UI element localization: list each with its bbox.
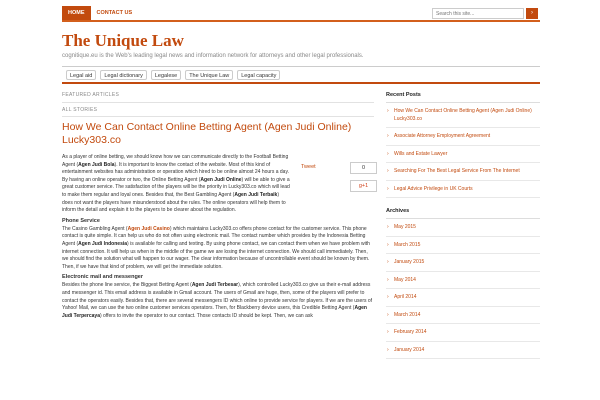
top-nav-home[interactable]: HOME [62, 6, 91, 20]
text-run: As a player of online betting, we should know how we can communicate directly to the Football Betting Agent ( [62, 154, 289, 168]
archive-link[interactable]: January 2015 [394, 259, 425, 265]
text-run: ) does not want the players have misunderstood about the rules. The online operators will help them to inform the detail and explain it to the players to be clearer about the regulation. [62, 191, 286, 214]
bullet-icon: › [387, 150, 389, 157]
bold-term: Agen Judi Terpercaya [62, 305, 367, 319]
bullet-icon: › [387, 133, 389, 139]
nav-item-legal-dictionary[interactable]: Legal dictionary [100, 70, 147, 80]
archives-title: Archives [386, 208, 540, 219]
bullet-icon: › [387, 311, 389, 318]
tweet-count: 0 [350, 162, 377, 174]
archive-item[interactable] [386, 272, 540, 290]
main-navigation [62, 66, 540, 84]
archive-link[interactable]: May 2014 [394, 276, 416, 283]
nav-item-the-unique-law[interactable]: The Unique Law [185, 70, 233, 80]
sidebar [386, 92, 540, 359]
bold-term: Agen Judi Terbesar [191, 282, 239, 289]
bold-term: Agen Judi Terbaik [234, 191, 278, 198]
site-title[interactable]: The Unique Law [62, 31, 184, 50]
link-agen-judi-casino[interactable]: Agen Judi Casino [127, 225, 170, 232]
recent-post-item[interactable] [386, 128, 540, 146]
nav-item-legalese[interactable]: Legalese [151, 70, 181, 80]
bullet-icon: › [387, 224, 389, 230]
divider [62, 116, 374, 117]
text-run: ) is available for calling and texting. By using phone contact, we can contact them when we have problem with internet connection. It will help us when in the middle of the game we are losing the internet connection. We should call immediately. Then, we should find the solution what will happen to our wager. The clear information because of uncontrollable event should be known by them. Then, if we have that kind of problem, we will get the immediate solution. [62, 240, 370, 270]
text-run: ), which controlled Lucky303.co give us their e-mail address and messenger id. This email address is available in Gmail account. The users of Gmail are huge, then, some of the players will prefer to contact the operators easily. Besides that, there are several messengers ID which online to provide service for players. If we are the users of Yahoo! Mail, we can use the two online customer services operators. Then, for Blackberry device users, this Credible Betting Agent ( [62, 282, 373, 312]
recent-posts-title: Recent Posts [386, 92, 540, 103]
recent-post-item[interactable] [386, 146, 540, 164]
archive-item[interactable] [386, 219, 540, 237]
recent-post-item[interactable] [386, 103, 540, 128]
text-run: Besides the phone line service, the Biggest Betting Agent ( [62, 282, 192, 289]
archive-link[interactable]: January 2014 [394, 346, 425, 353]
main-content [62, 92, 374, 320]
divider [62, 102, 374, 103]
recent-post-item[interactable] [386, 163, 540, 181]
phone-paragraph [62, 226, 374, 272]
bullet-icon: › [387, 346, 389, 353]
bold-term: Agen Judi Indonesia [78, 240, 128, 247]
bullet-icon: › [387, 241, 389, 248]
top-bar [62, 6, 540, 22]
bullet-icon: › [387, 259, 389, 265]
bullet-icon: › [387, 276, 389, 283]
text-run: ). It is important to know the contact of the website. Most of this kind of entertainment websites has administration or operation which hired to be online almost 24 hours a day. By having an online operator or two, the Online Betting Agent ( [62, 161, 289, 183]
featured-articles-label: FEATURED ARTICLES [62, 92, 120, 98]
post-title[interactable]: How We Can Contact Online Betting Agent (Agen Judi Online) Lucky303.co [62, 121, 352, 146]
search-button[interactable]: › [526, 8, 538, 19]
share-box [301, 160, 381, 200]
bold-term: Agen Judi Bola [78, 161, 115, 168]
archive-link[interactable]: March 2015 [394, 241, 421, 248]
search-input[interactable] [432, 8, 524, 19]
archive-link[interactable]: February 2014 [394, 329, 427, 335]
archive-link[interactable]: May 2015 [394, 224, 416, 230]
recent-post-item[interactable] [386, 181, 540, 199]
site-tagline: cognitique.eu is the Web's leading legal news and information network for attorneys and other legal professionals. [62, 53, 364, 59]
bullet-icon: › [387, 294, 389, 300]
archives-list [386, 219, 540, 359]
archive-item[interactable] [386, 342, 540, 360]
archive-link[interactable]: March 2014 [394, 311, 421, 318]
recent-post-link[interactable]: Searching For The Best Legal Service From The Internet [394, 168, 520, 174]
phone-service-heading: Phone Service [62, 217, 100, 224]
bullet-icon: › [387, 108, 389, 114]
bullet-icon: › [387, 329, 389, 335]
nav-item-legal-aid[interactable]: Legal aid [66, 70, 96, 80]
recent-post-link[interactable]: Associate Attorney Employment Agreement [394, 133, 491, 139]
archive-item[interactable] [386, 237, 540, 255]
archive-item[interactable] [386, 289, 540, 307]
email-paragraph [62, 282, 374, 320]
text-run: ) which maintains Lucky303.co offers phone contact for the customer service. This phone contact is quite simple. It can help us who do not often using electronic mail. The contact number which provides by the Indonesia Betting Agent ( [62, 225, 367, 247]
archive-item[interactable] [386, 324, 540, 342]
archive-link[interactable]: April 2014 [394, 294, 417, 300]
bullet-icon: › [387, 168, 389, 174]
email-heading: Electronic mail and messenger [62, 274, 144, 281]
nav-item-legal-capacity[interactable]: Legal capacity [237, 70, 280, 80]
text-run: The Casino Gambling Agent ( [62, 225, 128, 232]
bold-term: Agen Judi Online [200, 176, 242, 183]
text-run: ) offers to invite the operator to our contact. Those contacts ID should be kept. Then, we can ask [99, 312, 313, 319]
all-stories-label: ALL STORIES [62, 107, 98, 113]
archive-item[interactable] [386, 254, 540, 272]
recent-posts-list [386, 103, 540, 198]
text-run: ) will be able to give a great customer service. The satisfaction of the players will be the priority in Lucky303.co which will lead to make them regular and loyal ones. Besides that, the Best Gambling Agent ( [62, 176, 290, 198]
google-plus-button[interactable]: g+1 [350, 180, 377, 192]
recent-post-link[interactable]: How We Can Contact Online Betting Agent (Agen Judi Online) Lucky303.co [394, 108, 532, 122]
archive-item[interactable] [386, 307, 540, 325]
recent-post-link[interactable]: Legal Advice Privilege in UK Courts [394, 185, 473, 192]
recent-post-link[interactable]: Wills and Estate Lawyer [394, 150, 448, 157]
tweet-button[interactable]: Tweet [301, 164, 316, 170]
top-nav-contact[interactable]: CONTACT US [96, 10, 133, 16]
bullet-icon: › [387, 185, 389, 192]
